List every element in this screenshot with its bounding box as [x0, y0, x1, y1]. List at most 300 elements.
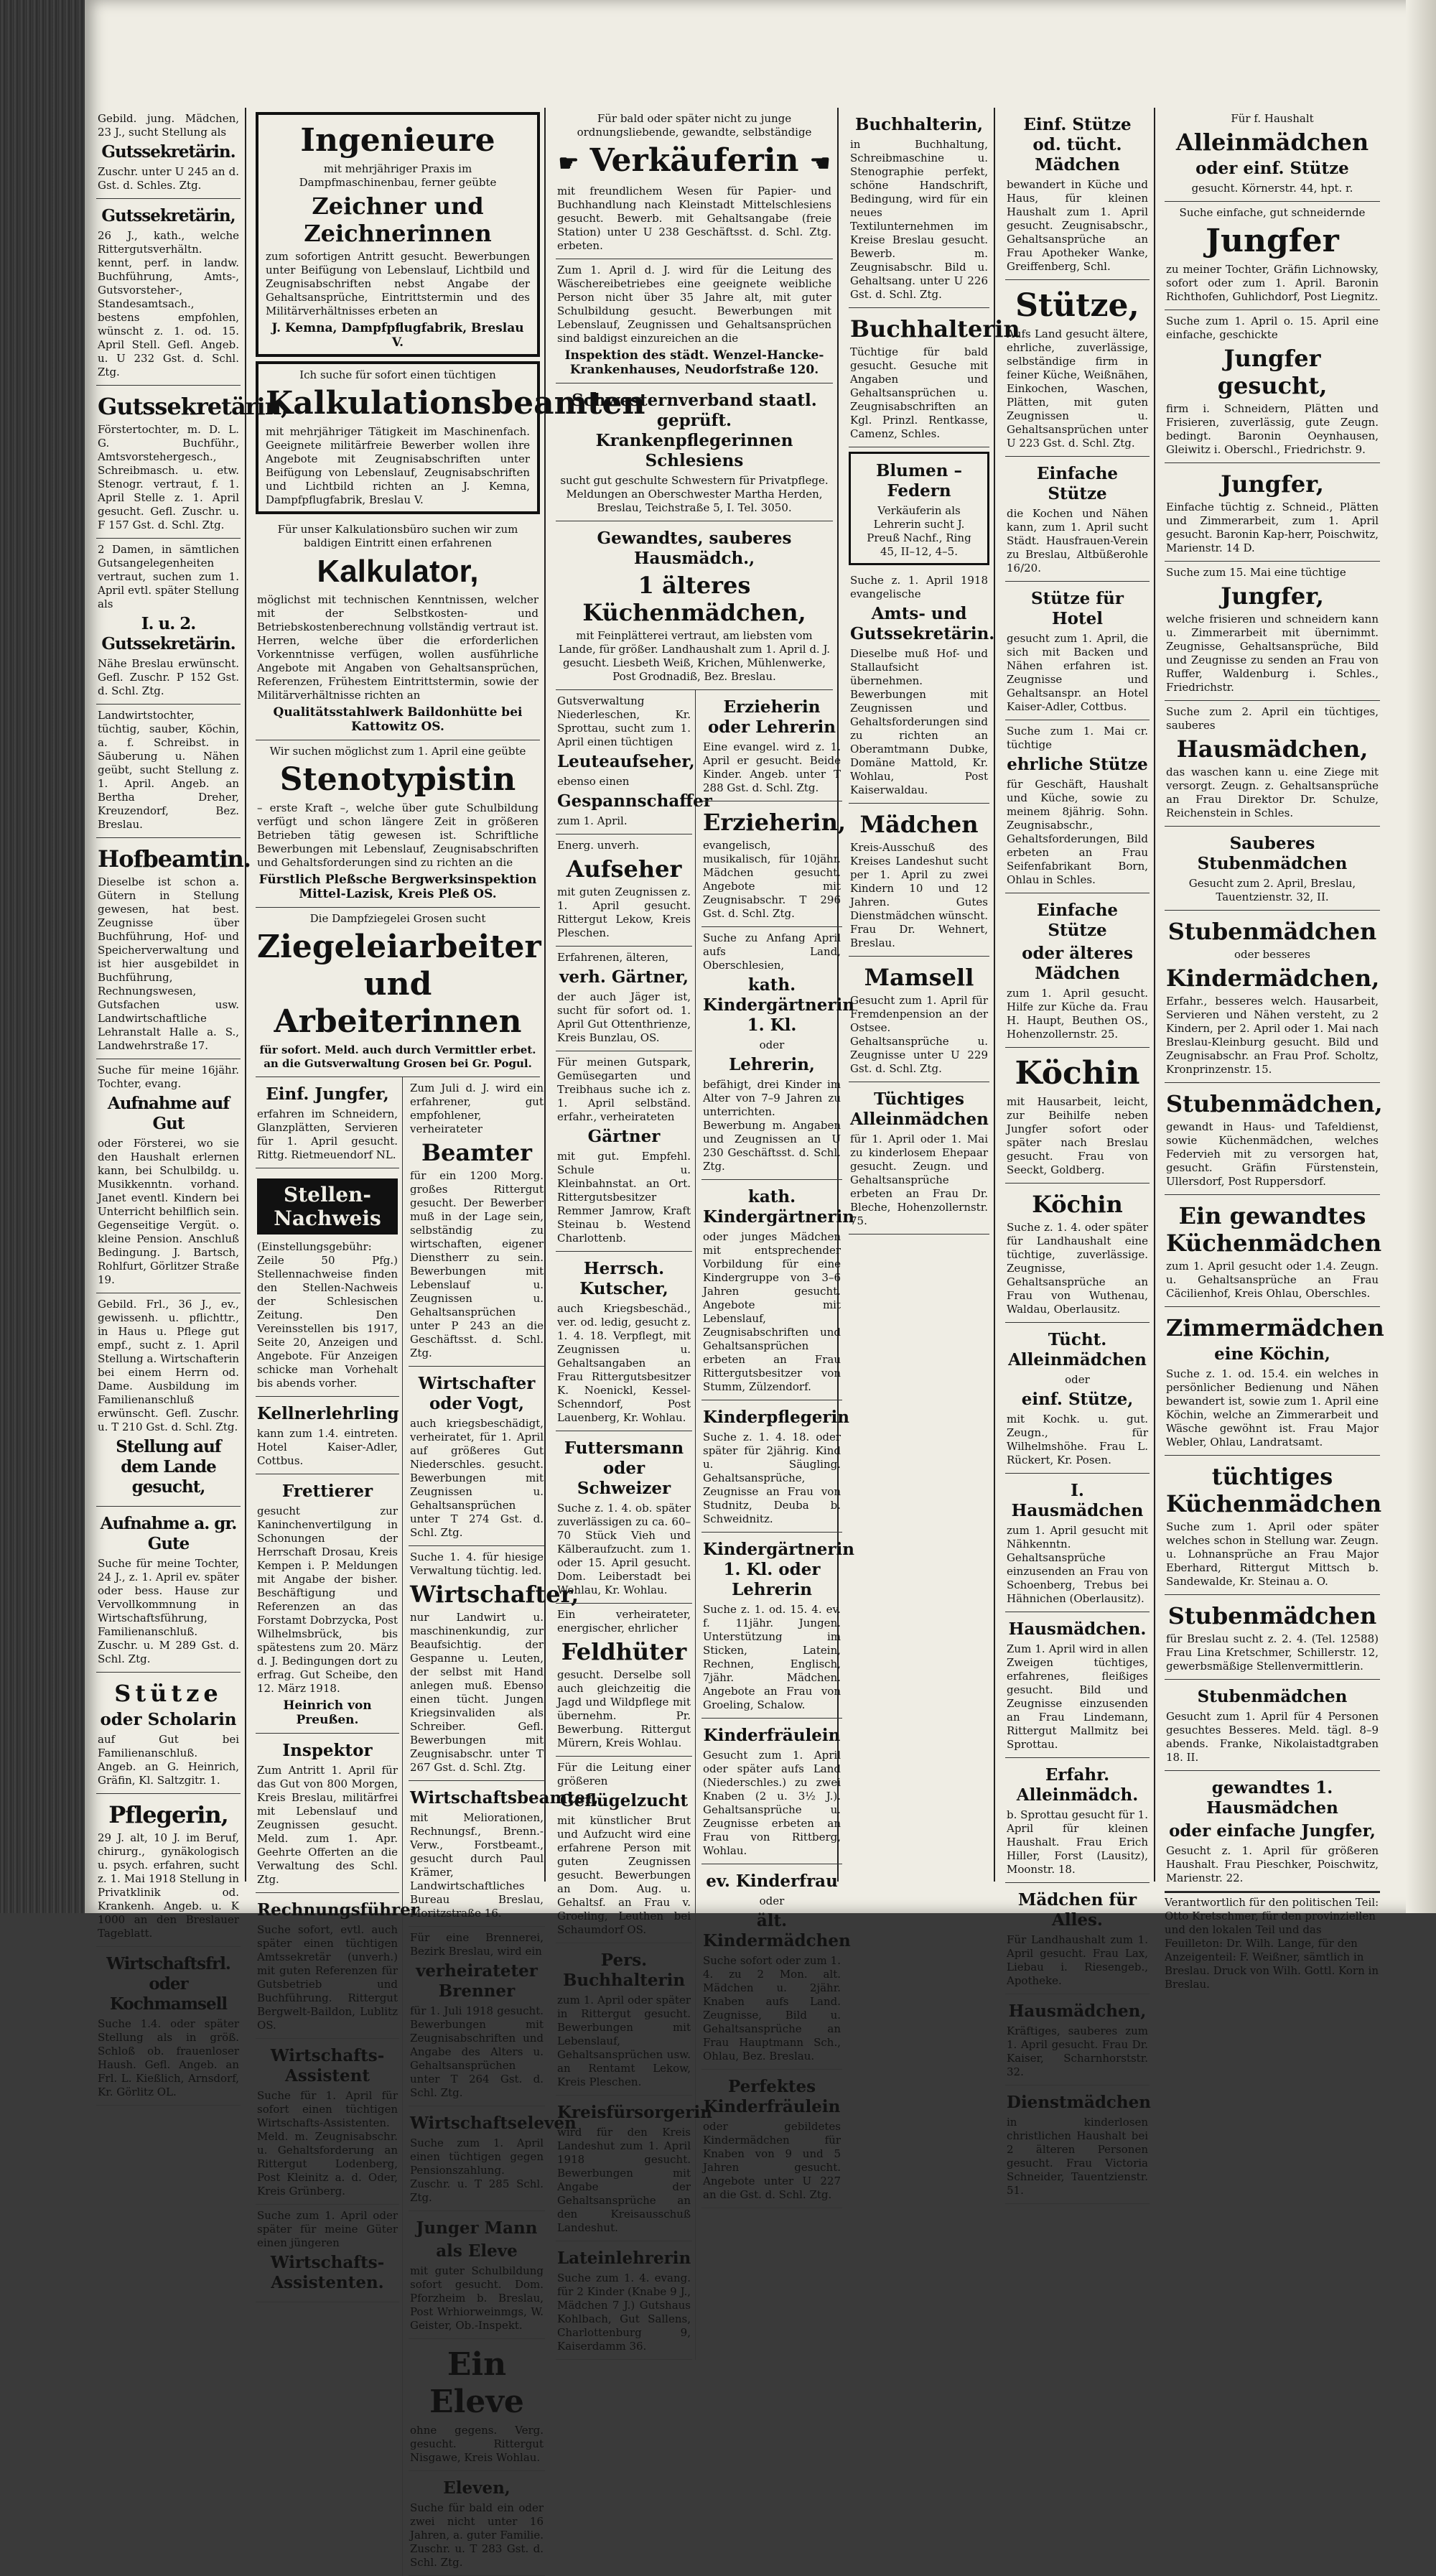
ad-text: Die Dampfziegelei Grosen sucht [309, 912, 486, 925]
ad-wirtschafts-assistenten [256, 2205, 399, 2302]
ad-heading: verheirateter Brenner [416, 1961, 538, 2001]
ad-text: Suche für bald ein oder zwei nicht unter 16 Jahren, a. guter Familie. Zuschr. u. T 283 Gst. d. Schl. Ztg. [410, 2501, 544, 2569]
ad-erzieherin-lehrerin [701, 690, 842, 801]
ad-text: Verkäuferin als Lehrerin sucht J. Preuß Nachf., Ring 45, II–12, 4–5. [867, 504, 971, 558]
ad-wirtschafter-vogt [409, 1367, 545, 1546]
ad-heading: Perfektes Kinderfräulein [703, 2076, 841, 2116]
ad-heading: Ingenieure [300, 122, 495, 159]
ad-heading: Mamsell [864, 964, 974, 991]
ad-text: oder [1065, 1373, 1090, 1386]
ad-heading: Frettierer [281, 1482, 373, 1501]
ad-koechin-seeckt [1005, 1048, 1150, 1184]
ad-hausmaedchen-kuechenmaedchen [556, 521, 833, 690]
ad-perfektes-kinderfraeulein [701, 2070, 842, 2208]
ad-text: mit Meliorationen, Rechnungsf., Brenn.-Verw., Forstbeamt., gesucht durch Paul Krämer, Landwirtschaftliches Bureau Breslau, Moritzstraße 16. [410, 1811, 544, 1920]
ad-kinderpflegerin [701, 1400, 850, 1533]
ad-heading: Wirtschafts-Assistenten. [270, 2253, 385, 2292]
ad-signature: Fürstlich Pleßsche Bergwerksinspektion Mittel-Lazisk, Kreis Pleß OS. [258, 873, 537, 901]
ad-ein-eleve [409, 2339, 545, 2471]
ad-text: Zum Antritt 1. April für das Gut von 800 Morgen, Kreis Breslau, militärfrei mit Lebenslauf und Zeugnissen gesucht. Meld. zum 1. Apr. Geehrte Offerten an die Verwaltung des Schl. Ztg. [257, 1764, 398, 1886]
ad-text: 26 J., kath., welche Rittergutsverhältn. kennt, perf. in landw. Buchführung, Amts-, Gutsvorsteher-, Standesamtsach., bestens empfohlen, wünscht z. 1. od. 15. April Stell. Gefl. Angeb. u. U 232 Gst. d. Schl. Ztg. [98, 229, 239, 378]
ad-text: Ich suche für sofort einen tüchtigen [299, 368, 496, 381]
ad-einfache-stuetze-verein [1005, 457, 1150, 582]
ad-heading: Ein gewandtes Küchenmädchen [1166, 1202, 1382, 1257]
ad-subheading: oder einf. Stütze [1195, 159, 1349, 178]
ad-text: Erfahrenen, älteren, [557, 950, 669, 964]
ad-heading: Zeichner und Zeichnerinnen [304, 192, 492, 247]
ad-stubenmaedchen-kretschmer [1165, 1595, 1380, 1680]
ad-heading: Futtersmann oder Schweizer [564, 1438, 684, 1498]
ad-schwesternverband [556, 383, 833, 521]
ad-jungfer-ruffer [1165, 562, 1380, 701]
ad-text: zum sofortigen Antritt gesucht. Bewerbungen unter Beifügung von Lebenslauf, Lichtbild und Zeugnisabschriften nebst Angabe der Gehaltsansprüche, Eintrittstermin und des Militärverhältnisses erbeten an [266, 250, 530, 317]
ad-wirtschafter [409, 1546, 579, 1781]
ad-text: Suche einfache, gut schneidernde [1179, 206, 1366, 219]
ad-stubenmaedchen-fuerstenstein [1165, 1083, 1383, 1195]
ad-gutssekretaerin-1 [96, 108, 241, 199]
ad-text: oder junges Mädchen mit entsprechender Vorbildung für eine Kindergruppe von 3–6 Jahren gesucht. Angebote mit Lebenslauf, Zeugnisabschriften und Gehaltsansprüchen erbeten an Frau Rittergutsbesitzer von Stumm, Zülzendorf. [703, 1229, 841, 1393]
ad-text: evangelisch, musikalisch, für 10jähr. Mädchen gesucht. Angebote mit Zeugnisabschr. T 296 Gst. d. Schl. Ztg. [703, 838, 841, 920]
ad-buchhalterin-textil [849, 108, 989, 308]
ad-heading: Kindermädchen, [1166, 964, 1380, 992]
ad-aufseher [556, 834, 692, 947]
column-5 [1001, 108, 1155, 2197]
ad-text: Suche z. 1. 4. 18. oder später für 2jährig. Kind u. Säugling. Gehaltsansprüche, Zeugnisse an Frau von Studnitz, Deuba b. Schweidnitz. [703, 1430, 841, 1525]
ad-heading: Hausmädchen. [1008, 1619, 1147, 1639]
ad-einf-stuetze [1005, 108, 1150, 280]
ad-text: Suche 1.4. oder später Stellung als in größ. Schloß ob. frauenloser Haush. Gefl. Angeb. an Frl. L. Kießlich, Arnsdorf, Kr. Görlitz OL. [98, 2017, 239, 2098]
column-3 [551, 108, 854, 2353]
ad-text: für ein 1200 Morg. großes Rittergut gesucht. Der Bewerber muß in der Lage sein, selbständig zu wirtschaften, eigener Dienstherr zu sein. Bewerbungen mit Lebenslauf u. Zeugnissen u. Gehaltsansprüchen unter P 243 an die Geschäftsst. d. Schl. Ztg. [410, 1169, 544, 1359]
ad-text: Suche zum 1. 4. evang. für 2 Kinder (Knabe 9 J., Mädchen 7 J.) Gutshaus Kohlbach, Gut Sallens, Charlottenburg 9, Kaiserdamm 36. [557, 2271, 691, 2353]
ad-heading: Stütze [114, 1680, 223, 1707]
ad-futtersmann [556, 1431, 692, 1604]
ad-text: für sofort. Meld. auch durch Vermittler erbet. an die Gutsverwaltung Grosen bei Gr. Pogul. [259, 1043, 536, 1070]
ad-text: (Einstellungsgebühr: Zeile 50 Pfg.) Stellennachweise finden den Stellen-Nachweis der Schlesischen Zeitung. Den Vereinsstellen bis 1917, Seite 20, Anzeigen und Angebote. Für Anzeigen schicke man Vorhehalt bis abends vorher. [257, 1240, 398, 1390]
ad-verkaeuferin [556, 108, 833, 259]
ad-heading: Lehrerin, [729, 1054, 815, 1074]
ad-text: Zum 1. April d. J. wird für die Leitung des Wäschereibetriebes eine geeignete weibliche Person nicht über 35 Jahre alt, mit guter Schulbildung gesucht. Bewerbungen mit Lebenslauf, Zeugnissen und Gehaltsansprüchen sind baldigst einzureichen an die [557, 263, 831, 345]
ad-text: Für meinen Gutspark, Gemüsegarten und Treibhaus suche ich z. 1. April selbständ. erfahr., verheirateten [557, 1055, 691, 1123]
ad-text: Suche zum 1. April oder später welches schon in Stellung war. Zeugn. u. Lohnansprüche an Frau Major Eberhard, Rittergut Mittsch b. Sandewalde, Kr. Steinau a. O. [1166, 1520, 1379, 1588]
ad-gefluegelzucht [556, 1757, 692, 1943]
ad-kreisfuersorgerin [556, 2096, 712, 2241]
ad-heading: Erfahr. Alleinmädch. [1016, 1765, 1139, 1805]
ad-text: zum 1. April gesucht. Hilfe zur Küche da. Frau H. Haupt, Beuthen OS., Hohenzollernstr. 25. [1007, 987, 1148, 1041]
ad-tuecht-alleinmaedchen [1005, 1323, 1150, 1474]
ad-heading: gewandtes 1. Hausmädchen [1206, 1778, 1338, 1818]
ad-text: ohne gegens. Verg. gesucht. Rittergut Nisgawe, Kreis Wohlau. [410, 2424, 544, 2464]
ad-text: Zum Juli d. J. wird ein erfahrener, gut empfohlener, verheirateter [410, 1082, 544, 1135]
ad-heading: Schwesternverband staatl. geprüft. Krankenpflegerinnen Schlesiens [572, 390, 817, 470]
ad-heading: tüchtiges Küchenmädchen [1166, 1463, 1382, 1517]
ad-heading: Jungfer, [1221, 582, 1324, 610]
ad-heading: Gutssekretärin, [98, 393, 289, 420]
ad-text: Suche zum 15. Mai eine tüchtige [1166, 566, 1346, 579]
ad-jungfer-oeynhausen [1165, 310, 1380, 463]
ad-ehrliche-stuetze [1005, 720, 1150, 893]
ad-text: Dieselbe ist schon a. Gütern in Stellung gewesen, hat best. Zeugnisse über Buchführung, Hof- und Speicherverwaltung und ist hier ausgebildet in Buchführung, Rechnungswesen, Gutsfachen usw. Landwirtschaftliche Lehranstalt Halle a. S., Landwehrstraße 17. [98, 875, 239, 1052]
ad-heading: Alleinmädchen [1175, 129, 1369, 156]
ad-text: Erfahr., besseres welch. Hausarbeit, Servieren und Nähen versteht, zu 2 Kindern, per 2. April oder 1. Mai nach Breslau-Kleinburg gesucht. Bild und Zeugnisabschr. an Frau Prof. Scholtz, Kronprinzenstr. 15. [1166, 995, 1379, 1076]
ad-heading: Leuteaufseher, [557, 751, 695, 771]
ad-heading: Erzieherin oder Lehrerin [707, 697, 836, 737]
ad-signature: Inspektion des städt. Wenzel-Hancke-Krankenhauses, Neudorfstraße 120. [564, 348, 824, 377]
ad-heading: Gewandtes, sauberes Hausmädch., [597, 528, 792, 568]
ad-text: Landwirtstochter, tüchtig, sauber, Köchin, a. f. Schreibst. in Säuberung u. Nähen geübt, sucht Stellung z. 1. April. Angeb. an Bertha Dreher, Kreuzendorf, Bez. Breslau. [98, 709, 239, 831]
ad-text: Für die Leitung einer größeren [557, 1760, 691, 1787]
ad-einfache-stuetze-beuthen [1005, 893, 1150, 1048]
ad-kindergaertnerin-1kl [701, 927, 854, 1180]
ad-gaertner [556, 1051, 692, 1252]
ad-text: Suche für meine Tochter, 24 J., z. 1. April ev. später oder bess. Hause zur Vervollkommnung in Wirtschaftsführung, Familienanschluß. Zuschr. u. M 289 Gst. d. Schl. Ztg. [98, 1557, 239, 1665]
ad-text: gewandt in Haus- und Tafeldienst, sowie Küchenmädchen, welches Federvieh mit zu versorgen hat, gesucht. Gräfin Fürstenstein, Ullersdorf, Post Ruppersdorf. [1166, 1120, 1379, 1188]
ad-text: Suche z. 1. April 1918 evangelische [850, 574, 988, 600]
ad-gutssekretaerin-3 [96, 386, 289, 539]
ad-heading: Kreisfürsorgerin [557, 2102, 712, 2122]
ad-text: mit freundlichem Wesen für Papier- und Buchhandlung nach Kleinstadt Mittelschlesiens gesucht. Bewerb. mit Gehaltsangabe (freie Station) unter U 238 Geschäftsst. d. Schl. Ztg. erbeten. [557, 184, 831, 252]
ad-text: mit mehrjähriger Praxis im Dampfmaschinenbau, ferner geübte [299, 162, 497, 189]
ad-subheading: als Eleve [436, 2241, 518, 2261]
ad-text: in Buchhaltung, Schreibmaschine u. Stenographie perfekt, schöne Handschrift, Bedingung, wird für ein neues Textilunternehmen im Kreise Breslau gesucht. Bewerb. m. Zeugnisabschr. Bild u. Gehaltsang. unter U 226 Gst. d. Schl. Ztg. [850, 138, 988, 301]
ad-text: Gesucht zum 1. April für 4 Personen gesuchtes Besseres. Meld. tägl. 8–9 abends. Franke, Nikolaistadtgraben 18. II. [1166, 1710, 1379, 1764]
ad-maedchen-landeshut [849, 804, 989, 957]
ad-text: Zuschr. unter U 245 an d. Gst. d. Schles. Ztg. [98, 165, 239, 192]
ad-text: für Breslau sucht z. 2. 4. (Tel. 12588) Frau Lina Kretschmer, Schillerstr. 12, gewerbsmäßige Stellenvermittlerin. [1166, 1632, 1379, 1673]
newspaper-page [85, 0, 1436, 2569]
ad-text: für 1. April oder 1. Mai zu kinderlosem Ehepaar gesucht. Zeugn. und Gehaltsansprüche erbeten an Frau Dr. Bleche, Hohenzollernstr. 75. [850, 1133, 988, 1227]
ad-heading: Pflegerin, [108, 1801, 228, 1828]
ad-text: gesucht. Körnerstr. 44, hpt. r. [1191, 182, 1353, 195]
ad-heading: Gespannschaffer [557, 791, 712, 811]
ad-text: Gesucht zum 1. April für Fremdenpension an der Ostsee. Gehaltsansprüche u. Zeugnisse unter U 229 Gst. d. Schl. Ztg. [850, 994, 988, 1075]
ad-text: Suche z. 1. 4. oder später für Landhaushalt eine tüchtige, zuverlässige. Zeugnisse, Gehaltsansprüche an Frau von Wuthenau, Waldau, Oberlausitz. [1007, 1221, 1148, 1316]
ad-heading: Köchin [1032, 1191, 1123, 1218]
ad-text: ebenso einen [557, 774, 630, 788]
ad-heading: Stubenmädchen [1167, 1602, 1377, 1629]
ad-frettierer [256, 1474, 399, 1734]
ad-text: Ein verheirateter, energischer, ehrlicher [557, 1607, 691, 1635]
ad-text: oder gebildetes Kindermädchen für Knaben von 9 und 5 Jahren gesucht. Angebote unter U 227 an die Gst. d. Schl. Ztg. [703, 2119, 841, 2201]
column-3-right-subcolumn [701, 690, 854, 2360]
imprint-footer: Verantwortlich für den politischen Teil: Otto Kretschmer, für den provinziellen und den lokalen Teil und das Feuilleton: Dr. Wilh. Lange, für den Anzeigenteil: F. Weißner, sämtlich in Breslau. Druck von Wilh. Gottl. Korn in Breslau. [1165, 1892, 1380, 1991]
ad-text: – erste Kraft –, welche über gute Schulbildung verfügt und schon längere Zeit in größeren Betrieben tätig gewesen ist. Schriftliche Bewerbungen mit Lebenslauf, Zeugnisabschriften und Gehaltsforderungen sind zu richten an die [257, 801, 538, 869]
ad-text: befähigt, drei Kinder im Alter von 7–9 Jahren zu unterrichten. Bewerbung m. Angaben und Zeugnissen an U 230 Geschäftsst. d. Schl. Ztg. [703, 1077, 841, 1173]
ad-text: Förstertochter, m. D. L. G. Buchführ., Amtsvorstehergesch., Schreibmasch. u. etw. Stenogr. vertraut, f. 1. April Stelle z. 1. April gesucht. Gefl. Zuschr. u. F 157 Gst. d. Schl. Ztg. [98, 423, 239, 531]
page-right-edge [1406, 0, 1436, 1913]
column-3-left-subcolumn [556, 690, 712, 2360]
ad-text: erfahren im Schneidern, Glanzplätten, Servieren für 1. April gesucht. Rittg. Rietmeuendorf NL. [257, 1107, 398, 1161]
column-3-subcolumns [556, 690, 854, 2360]
ad-heading: Tüchtiges Alleinmädchen [850, 1089, 989, 1129]
ad-text: mit gut. Empfehl. Schule u. Kleinbahnstat. an Ort. Rittergutsbesitzer Remmer Jamrow, Kraft Steinau b. Westend Charlottenb. [557, 1149, 691, 1245]
ad-heading: Köchin [1015, 1055, 1140, 1092]
ad-text: nur Landwirt u. maschinenkundig, zur Beaufsichtig. der Gespanne u. Leuten, der selbst mit Hand anlegen muß. Ebenso einen tücht. Jungen Kriegsinvaliden als Schreiber. Gefl. Bewerbungen mit Zeugnisabschr. unter T 267 Gst. d. Schl. Ztg. [410, 1611, 544, 1774]
ad-heading: Kalkulator, [317, 554, 479, 589]
ad-buchhalterin [556, 1943, 692, 2096]
ad-heading: Geflügelzucht [559, 1790, 689, 1810]
ad-text: bewandert in Küche und Haus, für kleinen Haushalt zum 1. April gesucht. Zeugnisabschr., Gehaltsansprüche an Frau Apotheker Wanke, Greiffenberg, Schl. [1007, 178, 1148, 273]
ad-blumen-federn [849, 452, 989, 565]
ad-heading: Stütze, [1015, 287, 1139, 324]
ad-heading: Ziegeleiarbeiter und Arbeiterinnen [257, 929, 541, 1040]
ad-text: gesucht. Derselbe soll auch gleichzeitig die Jagd und Wildpflege mit übernehm. Pr. Bewerbung. Rittergut Mürern, Kreis Wohlau. [557, 1668, 691, 1749]
ad-text: Suche z. 1. od. 15.4. ein welches in persönlicher Bedienung und Nähen bewandert ist, sowie zum 1. April eine Köchin, welche an Zimmerarbeit und Wäsche gewöhnt ist. Frau Major Webler, Ohlau, Landratsamt. [1166, 1367, 1379, 1449]
ad-landwirtstochter [96, 705, 241, 838]
ad-heading: Stütze für Hotel [1030, 589, 1124, 628]
ad-maedchen-fuer-alles [1005, 1883, 1150, 1994]
ad-text: kann zum 1.4. eintreten. Hotel Kaiser-Adler, Cottbus. [257, 1427, 398, 1467]
ad-text: Suche für 1. April für sofort einen tüchtigen Wirtschafts-Assistenten. Meld. m. Zeugnisabschr. u. Gehaltsforderung an Rittergut Lodenberg, Post Kleinitz a. d. Oder, Kreis Grünberg. [257, 2089, 398, 2198]
ad-text: Suche für meine 16jähr. Tochter, evang. [98, 1064, 239, 1090]
ad-text: Gesucht zum 2. April, Breslau, Tauentzienstr. 32, II. [1188, 877, 1356, 903]
ad-heading: Aufseher [566, 855, 682, 883]
ad-leuteaufseher [556, 690, 712, 834]
ad-heading: Ein Eleve [429, 2346, 524, 2420]
ad-heading: Amts- und Gutssekretärin. [850, 604, 995, 643]
ad-heading: Aufnahme auf Gut [107, 1094, 230, 1133]
column-2-subcolumns [256, 1077, 599, 2576]
ad-kindergaertnerin-lehrerin [701, 1533, 854, 1719]
ad-ziegeleiarbeiter [256, 908, 540, 1077]
ad-heading: Junger Mann [416, 2218, 538, 2238]
column-2-right-subcolumn [409, 1077, 599, 2576]
ad-heading: Eleven, [443, 2478, 510, 2498]
ad-verh-gaertner [556, 947, 692, 1051]
ad-text: auf Gut bei Familienanschluß. Angeb. an G. Heinrich, Gräfin, Kl. Saltzgitr. 1. [98, 1733, 239, 1787]
ad-stenotypistin [256, 740, 540, 908]
ad-heading: Gutssekretärin. [101, 142, 236, 162]
ad-text: Für unser Kalkulationsbüro suchen wir zum baldigen Eintritt einen erfahrenen [277, 523, 518, 549]
ad-text: zum 1. April. [557, 814, 628, 827]
ad-stuetze-hotel [1005, 582, 1150, 720]
ad-herrsch-kutscher [556, 1252, 692, 1431]
ad-text: oder Försterei, wo sie den Haushalt erlernen kann, bei Schulbildg. u. Musikkenntn. vorhand. Janet eventl. Kindern bei Unterricht behilflich sein. Gegenseitige Vergüt. o. kleine Pension. Anschluß Bedingung. J. Bartsch, Rohlfurt, Görlitzer Straße 19. [98, 1137, 239, 1286]
ad-eleven [409, 2471, 545, 2576]
ad-stubenmaedchen-franke [1165, 1680, 1380, 1771]
ad-text: b. Sprottau gesucht für 1. April für kleinen Haushalt. Frau Erich Hiller, Forst (Lausitz), Moonstr. 18. [1007, 1808, 1148, 1876]
ad-stuetze-land [1005, 280, 1150, 457]
ad-heading: Wirtschaftseleven [410, 2114, 577, 2133]
ad-stubenmaedchen-scholtz [1165, 911, 1380, 1083]
ad-heading: Gutssekretärin, [101, 206, 236, 225]
ad-pflegerin [96, 1794, 241, 1947]
ad-heading: Jungfer [1206, 223, 1339, 259]
ad-amts-gutssekretaerin [849, 569, 995, 804]
ad-heading: Jungfer gesucht, [1217, 345, 1328, 399]
ad-text: wird für den Kreis Landeshut zum 1. April 1918 gesucht. Bewerbungen mit Angabe der Gehaltsansprüche an den Kreisausschuß Landeshut. [557, 2125, 691, 2234]
ad-text: möglichst mit technischen Kenntnissen, welcher mit der Selbstkosten- und Betriebskostenberechnung vollständig vertraut ist. Herren, welche über die erforderlichen Vorkenntnisse verfügen, wollen ausführliche Angebote mit Angaben von Gehaltsansprüchen, Referenzen, Frühestem Eintrittstermin, sowie der Militärverhältnisse richten an [257, 593, 538, 702]
ad-heading: Stubenmädchen [1197, 1687, 1348, 1706]
ad-heading: Jungfer, [1221, 470, 1324, 498]
ad-erzieherin [701, 801, 846, 927]
ad-inspektor [256, 1734, 399, 1893]
ad-heading: Mädchen [859, 811, 979, 838]
ad-heading: Wirtschafter, [410, 1581, 579, 1608]
ad-text: 2 Damen, in sämtlichen Gutsangelegenheiten vertraut, suchen zum 1. April evtl. später Stellung als [98, 543, 239, 610]
ad-text: Suche zum 1. Mai cr. tüchtige [1007, 725, 1148, 751]
ad-text: 29 J. alt, 10 J. im Beruf, chirurg., gynäkologisch u. psych. erfahren, sucht z. 1. Mai 1918 Stellung in Privatklinik od. Krankenh. Angeb. u. K 1000 an den Breslauer Tageblatt. [98, 1831, 239, 1940]
ad-jungfer-richthofen [1165, 202, 1380, 310]
ad-heading: Blumen – Federn [875, 461, 963, 501]
ad-mamsell [849, 957, 989, 1082]
ad-heading: Herrsch. Kutscher, [579, 1258, 668, 1298]
ad-heading: Buchhalterin [850, 315, 1020, 343]
ad-text: zum 1. April oder später in Rittergut gesucht. Bewerbungen mit Lebenslauf, Gehaltsansprüchen usw. an Rentamt Lekow, Kreis Pleschen. [557, 1993, 691, 2088]
ad-gutssekretaerin-2 [96, 199, 241, 386]
ad-heading: Pers. Buchhalterin [562, 1950, 686, 1990]
column-4 [844, 108, 1020, 1882]
ad-heading: Kalkulationsbeamten [266, 385, 645, 422]
ad-feldhueter [556, 1604, 692, 1757]
ad-signature: Heinrich von Preußen. [283, 1698, 372, 1727]
ad-heading: Verkäuferin [589, 142, 799, 179]
ad-i-hausmaedchen [1005, 1474, 1150, 1612]
ad-text: Suche zum 1. April o. 15. April eine einfache, geschickte [1166, 315, 1379, 341]
ad-text: gesucht zum 1. April, die sich mit Backen und Nähen erfahren ist. Zeugnisse und Gehaltsanspr. an Hotel Kaiser-Adler, Cottbus. [1007, 632, 1148, 713]
ad-text: mit Hausarbeit, leicht, zur Beihilfe neben Jungfer sofort oder später nach Breslau gesucht. Frau von Seeckt, Goldberg. [1007, 1095, 1148, 1176]
ad-text: Suche 1. 4. für hiesige Verwaltung tüchtig. led. [410, 1550, 544, 1577]
column-2-left-subcolumn [256, 1077, 419, 2576]
ad-gewandtes-hausmaedchen [1165, 1771, 1380, 1892]
ad-text: Zum 1. April wird in allen Zweigen tüchtiges, erfahrenes, fleißiges gesucht. Bild und Zeugnisse einzusenden an Frau Lindemann, Rittergut Mallmitz bei Sprottau. [1007, 1642, 1148, 1751]
ad-wirtschafts-assistent [256, 2039, 399, 2205]
ad-aufnahme-gut [96, 1059, 241, 1293]
ad-heading: Dienstmädchen [1007, 2093, 1152, 2112]
ad-text: für 1. Juli 1918 gesucht. Bewerbungen mit Zeugnisabschriften und Angabe des Alters u. Gehaltsansprüchen unter T 264 Gst. d. Schl. Ztg. [410, 2004, 544, 2099]
ad-heading: Zimmermädchen [1166, 1314, 1384, 1342]
ad-heading: Stenotypistin [279, 761, 516, 798]
ad-heading: Feldhüter [561, 1637, 687, 1665]
ad-text: Einfache tüchtig z. Schneid., Plätten und Zimmerarbeit, zum 1. April gesucht. Baronin Kap-herr, Poischwitz, Marienstr. 14 D. [1166, 501, 1379, 554]
ad-text: Eine evangel. wird z. 1. April er gesucht. Beide Kinder. Angeb. unter T 288 Gst. d. Schl. Ztg. [703, 740, 841, 794]
ad-hausmaedchen-lindemann [1005, 1612, 1150, 1758]
ad-heading: Wirtschafter oder Vogt, [418, 1374, 536, 1413]
ad-heading: Stellung auf dem Lande gesucht, [116, 1437, 221, 1497]
ad-heading: Mädchen für Alles. [1017, 1890, 1137, 1930]
ad-zwei-damen [96, 539, 241, 705]
ad-heading: einf. Stütze, [1021, 1390, 1134, 1409]
ad-dienstmaedchen [1005, 2086, 1150, 2204]
ad-heading: Wirtschaftsfrl. oder Kochmamsell [106, 1954, 230, 2014]
section-banner: Stellen-Nachweis [257, 1178, 398, 1234]
ad-heading: Beamter [421, 1139, 532, 1166]
ad-wirtschaftseleven [409, 2106, 577, 2211]
ad-text: Suche sofort oder zum 1. 4. zu 2 Mon. alt. Mädchen u. 2jähr. Knaben aufs Land. Zeugnisse, Bild u. Gehaltsansprüche an Frau Hauptmann Sch., Ohlau, Bez. Breslau. [703, 1953, 841, 2063]
ad-text: Gesucht zum 1. April oder später aufs Land (Niederschles.) zu zwei Knaben (2 u. 3½ J.). Gehaltsansprüche u. Zeugnisse erbeten an Frau von Rittberg, Wohlau. [703, 1748, 841, 1857]
ad-kellnerlehrling [256, 1397, 399, 1474]
ad-text: Kreis-Ausschuß des Kreises Landeshut sucht per 1. April zu zwei Kindern 10 und 12 Jahren. Gutes Dienstmädchen wünscht. Frau Dr. Wehnert, Breslau. [850, 841, 988, 949]
ad-text: Suche zum 1. April einen tüchtigen gegen Pensionszahlung. Zuschr. u. T 285 Schl. Ztg. [410, 2136, 544, 2204]
ad-text: Gutsverwaltung Niederleschen, Kr. Sprottau, sucht zum 1. April einen tüchtigen [557, 694, 691, 748]
ad-text: mit guten Zeugnissen z. 1. April gesucht. Rittergut Lekow, Kreis Pleschen. [557, 885, 691, 939]
ad-text: auch kriegsbeschädigt, verheiratet, für 1. April auf größeres Gut Niederschles. gesucht. Bewerbungen mit Zeugnissen u. Gehaltsansprüchen unter T 274 Gst. d. Schl. Ztg. [410, 1417, 544, 1539]
pointing-hand-right-icon: ☚ [809, 149, 831, 177]
ad-text: Suche zu Anfang April aufs Land, Oberschlesien, [703, 931, 841, 972]
ad-heading: Rechnungsführer [257, 1900, 419, 1920]
ad-heading: Aufnahme a. gr. Gute [100, 1514, 237, 1553]
ad-heading: ehrliche Stütze [1007, 755, 1148, 774]
ad-text: oder [759, 1894, 785, 1907]
ad-text: sucht gut geschulte Schwestern für Privatpflege. Meldungen an Oberschwester Martha Herden, Breslau, Teichstraße 5, I. Tel. 3050. [560, 473, 829, 514]
ad-text: zum 1. April gesucht oder 1.4. Zeugn. u. Gehaltsansprüche an Frau Cäcilienhof, Kreis Ohlau, Oberschles. [1166, 1260, 1379, 1300]
ad-ingenieure-kemna [256, 112, 540, 357]
ad-text: mit mehrjähriger Tätigkeit im Maschinenfach. Geeignete militärfreie Bewerber wollen ihre Angebote mit Zeugnisabschriften unter Beifügung von Lebenslauf, Zeugnisabschriften und Lichtbild richten an J. Kemna, Dampfpflugfabrik, Breslau V. [266, 425, 530, 506]
ad-brenner [409, 1927, 545, 2106]
ad-heading: Wirtschaftsbeamter, [410, 1788, 599, 1808]
ad-heading: Kinderfräulein [703, 1725, 841, 1745]
ad-koechin-wuthenau [1005, 1184, 1150, 1323]
ad-text: firm i. Schneidern, Plätten und Frisieren, zuverlässig, gute Zeugn. bedingt. Baronin Oeynhausen, Gleiwitz i. Oberschl., Friedrichstr. 9. [1166, 402, 1379, 456]
ad-text: Für f. Haushalt [1231, 112, 1314, 125]
ad-wirtschaftsfrl [96, 1947, 241, 2106]
ad-aufnahme-gute [96, 1507, 241, 1673]
ad-heading: Wirtschafts-Assistent [270, 2046, 385, 2086]
ad-heading: Hausmädchen, [1008, 2001, 1147, 2021]
ad-heading: kath. Kindergärtnerin 1. Kl. [703, 975, 854, 1035]
ad-heading: ält. Kindermädchen [703, 1910, 851, 1950]
ad-text: Suche zum 1. April oder später für meine Güter einen jüngeren [257, 2209, 398, 2249]
ad-text: zu meiner Tochter, Gräfin Lichnowsky, sofort oder zum 1. April. Baronin Richthofen, Guhlichdorf, Post Liegnitz. [1166, 263, 1379, 303]
ad-heading: Einfache Stütze [1036, 901, 1119, 940]
ad-text: der auch Jäger ist, sucht für sofort od. 1. April Gut Ottenthrienze, Kreis Bunzlau, OS. [557, 990, 691, 1044]
ad-heading: Gärtner [587, 1126, 661, 1146]
ad-heading: Einf. Stütze od. tücht. Mädchen [1023, 115, 1132, 175]
column-6 [1160, 108, 1384, 1991]
ad-subheading: oder älteres Mädchen [1022, 944, 1133, 983]
ad-subheading: oder einfache Jungfer, [1169, 1821, 1376, 1841]
ad-text: Kräftiges, sauberes zum 1. April gesucht. Frau Dr. Kaiser, Scharnhorststr. 32. [1007, 2024, 1148, 2078]
ad-text: Für Landhaushalt zum 1. April gesucht. Frau Lax, Liebau i. Riesengeb., Apotheke. [1007, 1933, 1148, 1987]
ad-text: oder besseres [1234, 948, 1310, 961]
ad-heading: Hofbeamtin. [98, 845, 251, 873]
ad-text: Dieselbe muß Hof- und Stallaufsicht übernehmen. Bewerbungen mit Zeugnissen und Gehaltsforderungen sind zu richten an Oberamtmann Dubke, Domäne Mattold, Kr. Wohlau, Post Kaiserwaldau. [850, 647, 988, 796]
ad-signature: J. Kemna, Dampfpflugfabrik, Breslau V. [271, 321, 524, 350]
ad-text: das waschen kann u. eine Ziege mit versorgt. Zeugn. z. Gehaltsansprüche an Frau Direktor Dr. Schulze, Reichenstein in Schles. [1166, 766, 1379, 819]
ad-text: für Geschäft, Haushalt und Küche, sowie zu meinem 8jährig. Sohn. Zeugnisabschr., Gehaltsforderungen, Bild erbeten an Frau Seifenfabrikant Born, Ohlau in Schles. [1007, 778, 1148, 886]
ad-text: mit guter Schulbildung sofort gesucht. Dom. Pforzheim b. Breslau, Post Wrhiorweinmgs, W. Geister, Ob.-Inspekt. [410, 2264, 544, 2332]
ad-wirtschaftsbeamter [409, 1781, 599, 1927]
ad-text: Gesucht z. 1. April für größeren Haushalt. Frau Pieschker, Poischwitz, Marienstr. 22. [1166, 1844, 1379, 1884]
ad-heading: Kellnerlehrling [257, 1404, 399, 1423]
ad-heading: Kindergärtnerin 1. Kl. oder Lehrerin [703, 1539, 854, 1599]
ad-text: die Kochen und Nähen kann, zum 1. April sucht Städt. Hausfrauen-Verein zu Breslau, Altbüßerohle 16/20. [1007, 507, 1148, 575]
ad-kinderfrau [701, 1864, 851, 2070]
ad-beamter [409, 1077, 545, 1367]
ad-kalkulationsbeamten [256, 361, 645, 514]
ad-sauberes-stubenmaedchen [1165, 827, 1380, 911]
ad-kalkulator-baildon [256, 519, 540, 740]
ad-hausmaedchen-schulze [1165, 701, 1380, 827]
ad-text: Suche z. 1. od. 15. 4. ev. f. 11jähr. Jungen. Unterstützung im Sticken, Latein, Rechnen, Englisch, 7jähr. Mädchen. Angebote an Frau von Groeling, Schalow. [703, 1602, 841, 1711]
ad-subheading: oder Scholarin [100, 1710, 237, 1729]
ad-alleinmaedchen-koerner [1165, 108, 1380, 202]
ad-heading: Hausmädchen, [1176, 735, 1369, 763]
ad-heading: Lateinlehrerin [557, 2248, 691, 2268]
ad-subheading: eine Köchin, [1214, 1344, 1330, 1364]
ad-text: Suche zum 2. April ein tüchtiges, sauberes [1166, 705, 1379, 732]
ad-heading: I. u. 2. Gutssekretärin. [101, 614, 236, 654]
ad-junger-mann [409, 2211, 545, 2339]
ad-text: mit künstlicher Brut und Aufzucht wird eine erfahrene Person mit guten Zeugnissen gesucht. Bewerbungen an Dom. Aug. u. Gehaltsf. an Frau v. Groeling, Leuthen bei Schaumdorf OS. [557, 1813, 691, 1936]
ad-text: Gebild. Frl., 36 J., ev., gewissenh. u. pflichttr., in Haus u. Pflege gut empf., sucht z. 1. April Stellung a. Wirtschafterin bei einem Herrn od. Dame. Ausbildung im Familienanschluß erwünscht. Gefl. Zuschr. u. T 210 Gst. d. Schl. Ztg. [98, 1298, 239, 1433]
ad-einf-jungfer [256, 1077, 399, 1168]
ad-alleinmaedchen-bleche [849, 1082, 989, 1234]
stellen-nachweis-box [256, 1168, 399, 1397]
ad-heading: Erzieherin, [703, 808, 846, 836]
ad-heading: Kinderpflegerin [703, 1407, 850, 1427]
ad-heading: Buchhalterin, [854, 115, 984, 134]
